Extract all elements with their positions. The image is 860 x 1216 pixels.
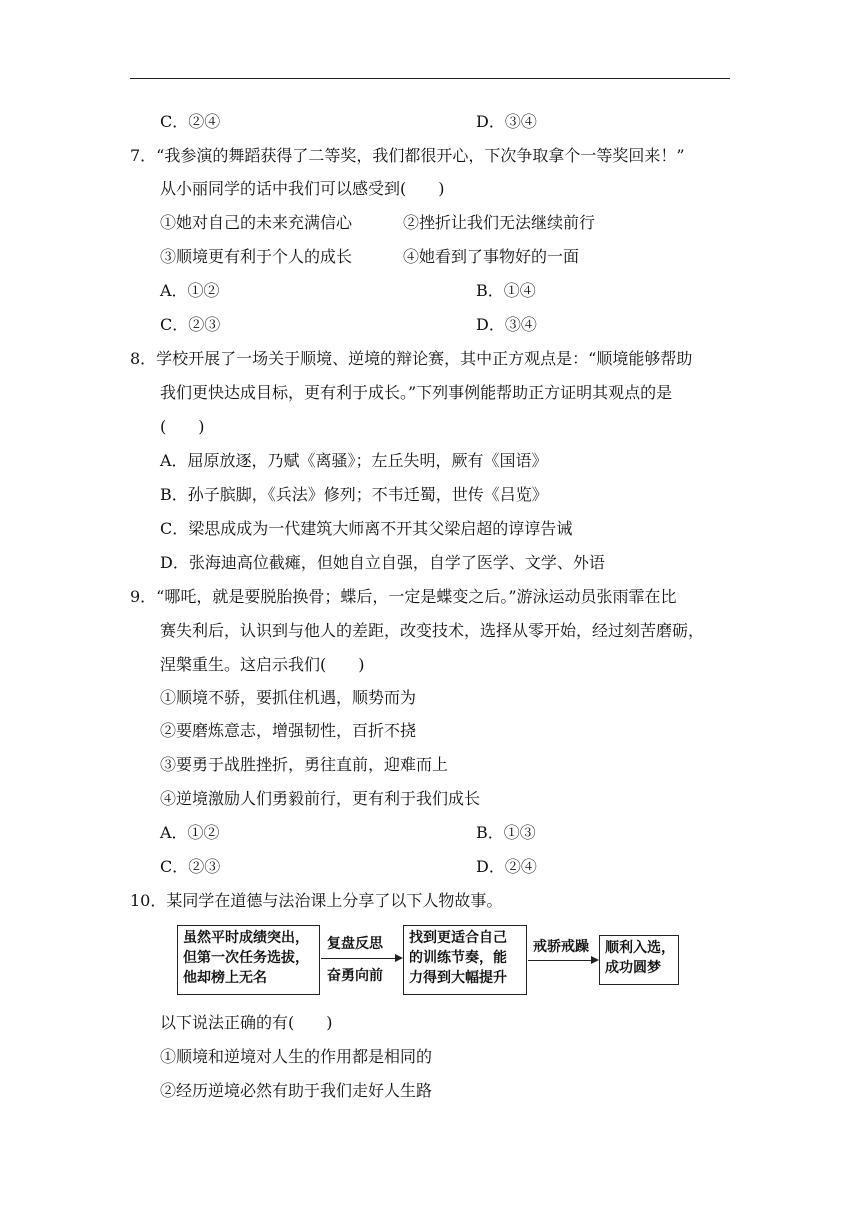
q7-option-c: C．②③ [160, 315, 221, 334]
q7-option-d: D．③④ [476, 315, 537, 334]
flow-box-success: 顺利入选， 成功圆梦 [599, 935, 679, 985]
q8-stem-line3: ( ) [160, 417, 205, 436]
flow-box-improve: 找到更适合自己 的训练节奏，能 力得到大幅提升 [403, 925, 527, 995]
q9-statement-2: ②要磨炼意志，增强韧性，百折不挠 [160, 721, 417, 740]
flow-arrow-2 [528, 960, 597, 961]
q10-statement-1: ①顺境和逆境对人生的作用都是相同的 [160, 1047, 433, 1066]
q7-statement-2: ②挫折让我们无法继续前行 [403, 213, 596, 232]
q8-option-c: C．梁思成成为一代建筑大师离不开其父梁启超的谆谆告诫 [160, 519, 573, 538]
q7-statement-4: ④她看到了事物好的一面 [403, 247, 580, 266]
q7-option-b: B．①④ [476, 281, 536, 300]
q9-statement-1: ①顺境不骄，要抓住机遇，顺势而为 [160, 688, 417, 707]
q7-statement-1: ①她对自己的未来充满信心 [160, 213, 353, 232]
header-rule [130, 78, 730, 79]
q10-stem: 10．某同学在道德与法治课上分享了以下人物故事。 [130, 891, 503, 910]
q7-stem-line1: 7．“我参演的舞蹈获得了二等奖，我们都很开心，下次争取拿个一等奖回来！” [130, 146, 685, 165]
q7-statement-3: ③顺境更有利于个人的成长 [160, 247, 353, 266]
q6-option-d: D．③④ [476, 112, 537, 131]
q7-option-a: A．①② [160, 281, 220, 300]
q9-stem-line2: 赛失利后，认识到与他人的差距，改变技术，选择从零开始，经过刻苦磨砺， [160, 621, 705, 640]
q10-prompt: 以下说法正确的有( ) [160, 1013, 333, 1032]
q8-stem-line1: 8．学校开展了一场关于顺境、逆境的辩论赛，其中正方观点是：“顺境能够帮助 [130, 349, 693, 368]
q7-stem-line2: 从小丽同学的话中我们可以感受到( ) [160, 179, 445, 198]
flow-label-reflect: 复盘反思 [327, 936, 383, 952]
q9-option-d: D．②④ [476, 857, 537, 876]
q9-stem-line1: 9．“哪吒，就是要脱胎换骨；蝶后，一定是蝶变之后。”游泳运动员张雨霏在比 [130, 587, 677, 606]
flow-arrow-1 [321, 958, 401, 959]
q8-option-b: B．孙子膑脚，《兵法》修列；不韦迁蜀，世传《吕览》 [160, 485, 548, 504]
q9-statement-4: ④逆境激励人们勇毅前行，更有利于我们成长 [160, 789, 481, 808]
q8-option-d: D．张海迪高位截瘫，但她自立自强，自学了医学、文学、外语 [160, 553, 605, 572]
q6-option-c: C．②④ [160, 112, 221, 131]
flow-box-setback: 虽然平时成绩突出， 但第一次任务选拔， 他却榜上无名 [177, 925, 320, 995]
q10-statement-2: ②经历逆境必然有助于我们走好人生路 [160, 1081, 433, 1100]
q9-statement-3: ③要勇于战胜挫折，勇往直前，迎难而上 [160, 755, 449, 774]
q9-stem-line3: 涅槃重生。这启示我们( ) [160, 655, 365, 674]
q8-option-a: A．屈原放逐，乃赋《离骚》；左丘失明，厥有《国语》 [160, 451, 548, 470]
q8-stem-line2: 我们更快达成目标，更有利于成长。”下列事例能帮助正方证明其观点的是 [160, 383, 673, 402]
flow-label-forward: 奋勇向前 [327, 968, 383, 984]
q9-option-c: C．②③ [160, 857, 221, 876]
q9-option-b: B．①③ [476, 823, 536, 842]
q9-option-a: A．①② [160, 823, 220, 842]
flow-label-humble: 戒骄戒躁 [533, 939, 589, 955]
